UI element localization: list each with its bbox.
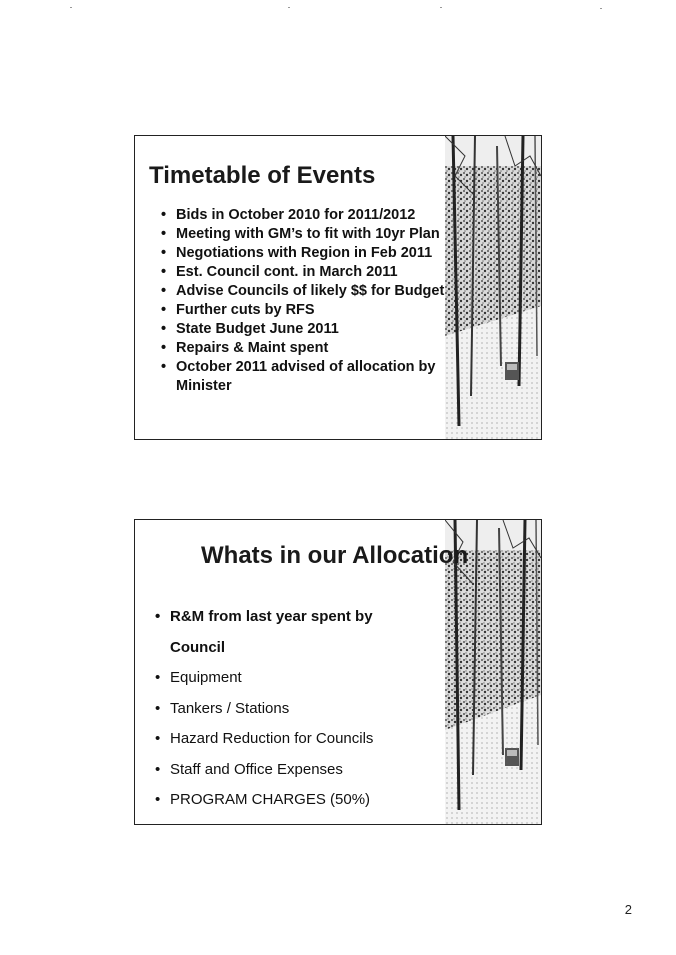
- list-item: • Hazard Reduction for Councils: [155, 724, 373, 755]
- slide-title: Timetable of Events: [149, 162, 376, 189]
- slide-title: Whats in our Allocation: [201, 542, 469, 569]
- list-item: • PROGRAM CHARGES (50%): [155, 785, 373, 816]
- list-item: • Bids in October 2010 for 2011/2012: [161, 206, 446, 225]
- slide-allocation: [134, 519, 542, 825]
- list-item: • Further cuts by RFS: [161, 301, 446, 320]
- scan-speck: [440, 7, 442, 8]
- list-item-line: Council: [170, 638, 225, 656]
- list-item: [155, 602, 373, 663]
- list-item: • Advise Councils of likely $$ for Budget: [161, 282, 446, 301]
- list-item-line: R&M from last year spent by: [170, 608, 373, 625]
- list-item: • Staff and Office Expenses: [155, 755, 373, 786]
- scan-speck: [600, 8, 602, 9]
- forest-road-photo: [445, 136, 541, 439]
- scan-speck: [70, 7, 72, 8]
- bullet-list: [155, 602, 373, 816]
- list-item: • Tankers / Stations: [155, 694, 373, 725]
- list-item: • Equipment: [155, 663, 373, 694]
- list-item: • Meeting with GM’s to fit with 10yr Plan: [161, 225, 446, 244]
- page-number: 2: [624, 902, 632, 917]
- list-item: • State Budget June 2011: [161, 320, 446, 339]
- list-item: • Negotiations with Region in Feb 2011: [161, 244, 446, 263]
- scan-speck: [288, 7, 290, 8]
- list-item: • Est. Council cont. in March 2011: [161, 263, 446, 282]
- slide-timetable: [134, 135, 542, 440]
- list-item: • October 2011 advised of allocation by Minister: [161, 358, 446, 396]
- list-item: • Repairs & Maint spent: [161, 339, 446, 358]
- bullet-list: [161, 206, 446, 396]
